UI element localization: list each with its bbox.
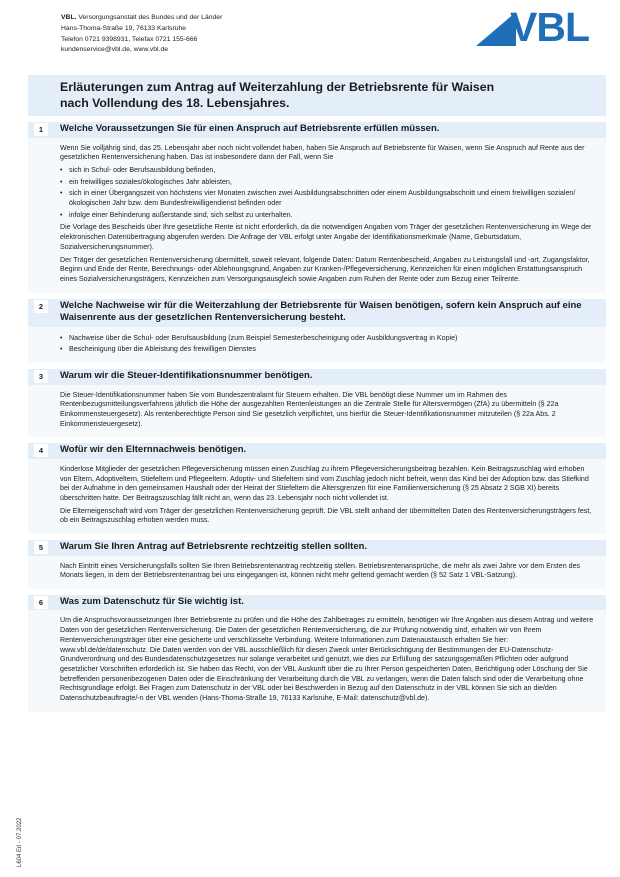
paragraph: Der Träger der gesetzlichen Rentenversicherung übermittelt, soweit relevant, folgende Daten: Datum Rentenbescheid, Angaben zu Leistungsfall und -art, Zugangsfaktor, Beginn und Ende der Rente, Berechnungs- oder Ablehnungsgrund, Angaben zur Kranken-/Pflegeversicherung, Kennzeichen für einen möglichen Erstattungsanspruch eines Sozialversicherungsträgers, Kennzeichen zum Versorgungsausgleich sowie Angaben zum Ruhen der Rente oder zum Bezug einer Teilrente. [60, 255, 590, 283]
paragraph: Nach Eintritt eines Versicherungsfalls sollten Sie Ihren Betriebsrentenantrag rechtzeitig stellen. Betriebsrentenansprüche, die mehr als zwei Jahre vor dem Ersten des Monats liegen, in dem der Betriebsrentenantrag bei uns eingegangen ist, können nicht mehr geltend gemacht werden (§ 52 Satz 1 VBL-Satzung). [60, 561, 581, 580]
section-1 [28, 122, 606, 293]
section-number: 3 [34, 370, 48, 383]
section-body [28, 610, 606, 711]
logo-wordmark: VBL [510, 4, 589, 50]
section-body [28, 459, 606, 534]
bullet-list [60, 334, 596, 355]
paragraph: Wenn Sie volljährig sind, das 25. Lebensjahr aber noch nicht vollendet haben, haben Sie Anspruch auf Betriebsrente für Waisen, wenn Sie Anspruch auf Rente aus der gesetzlichen Rentenversicherung haben. Das ist insbesondere dann der Fall, wenn Sie [60, 143, 585, 162]
section-6 [28, 595, 606, 712]
list-item: • Bescheinigung über die Ableistung des freiwilligen Dienstes [60, 345, 596, 355]
section-2 [28, 299, 606, 363]
section-number: 5 [34, 541, 48, 554]
section-heading: 2 Welche Nachweise wir für die Weiterzahlung der Betriebsrente für Waisen benötigen, sofern kein Anspruch auf eine Waisenrente aus der gesetzlichen Rentenversicherung besteht. [28, 299, 606, 327]
sections-container [28, 122, 606, 718]
list-item: • Nachweise über die Schul- oder Berufsausbildung (zum Beispiel Semesterbescheinigung oder Ausbildungsvertrag in Kopie) [60, 334, 596, 344]
section-number: 6 [34, 596, 48, 609]
sender-address [61, 13, 222, 56]
section-number: 1 [34, 123, 48, 136]
form-code: L604 Erl - 07.2022 [17, 817, 23, 867]
paragraph: Um die Anspruchsvoraussetzungen Ihrer Betriebsrente zu prüfen und die Höhe des Zahlbetrages zu ermitteln, benötigen wir Ihre Angaben aus diesem Antrag und weitere Daten von der gesetzlichen Rentenversicherung. Die Daten der gesetzlichen Rentenversicherung, die zur Prüfung notwendig sind, erhalten wir von Ihrem Rentenversicherungsträger über eine gesicherte und verschlüsselte Verbindung. Weitere Informationen zum Datenaustausch erhalten Sie hier: www.vbl.de/de/datenschutz. Die Daten werden von der VBL ausschließlich für diesen Zweck unter Berücksichtigung der Bestimmungen der EU-Datenschutz-Grundverordnung und des Bundesdatenschutzgesetzes nur solange verarbeitet und genutzt, wie dies zur Erfüllung der satzungsgemäßen Pflichten oder aufgrund gesetzlicher Vorschriften erforderlich ist. Sie haben das Recht, von der VBL Auskunft über die zu Ihrer Person gespeicherten Daten, Berichtigung oder Löschung der Sie betreffenden personenbezogenen Daten oder die Einschränkung der Verarbeitung durch die VBL zu verlangen, wenn die Daten falsch sind oder die Verarbeitung ohne Rechtsgrundlage erfolgt. Bei Fragen zum Datenschutz in der VBL oder bei Beschwerden in Bezug auf den Datenschutz in der VBL können Sie sich an die/den Datenschutzbeauftragte/-n der VBL wenden (Hans-Thoma-Straße 19, 76133 Karlsruhe, E-Mail: datenschutz@vbl.de). [60, 616, 594, 703]
section-heading: 6 Was zum Datenschutz für Sie wichtig ist. [28, 595, 606, 611]
section-heading: 3 Warum wir die Steuer-Identifikationsnummer benötigen. [28, 369, 606, 385]
list-item: • ein freiwilliges soziales/ökologisches Jahr ableisten, [60, 178, 596, 188]
section-body [28, 138, 606, 293]
paragraph: Die Vorlage des Bescheids über Ihre gesetzliche Rente ist nicht erforderlich, da die notwendigen Angaben vom Träger der gesetzlichen Rentenversicherung im Wege der elektronischen Datenübertragung abgerufen werden. Die Anfrage der VBL erfolgt unter Angabe der Identifikationsmerkmale (Name, Geburtsdatum, Sozialversicherungsnummer). [60, 223, 592, 251]
sender-street: Hans-Thoma-Straße 19, 76133 Karlsruhe [61, 24, 187, 32]
section-4 [28, 443, 606, 534]
section-body [28, 556, 606, 589]
section-heading: 4 Wofür wir den Elternnachweis benötigen. [28, 443, 606, 459]
list-item: • sich in Schul- oder Berufsausbildung befinden, [60, 166, 596, 176]
section-3 [28, 369, 606, 437]
sender-org: VBL. Versorgungsanstalt des Bundes und der Länder [61, 14, 223, 21]
section-5 [28, 540, 606, 589]
section-heading: 1 Welche Voraussetzungen Sie für einen Anspruch auf Betriebsrente erfüllen müssen. [28, 122, 606, 138]
section-number: 2 [34, 300, 48, 313]
document-title-box [28, 75, 606, 116]
list-item: • sich in einer Übergangszeit von höchstens vier Monaten zwischen zwei Ausbildungsabschnitten oder einem Ausbildungsabschnitt und einem freiwilligen sozialen/ökologischen Jahr bzw. dem Bundesfreiwilligendienst befinden oder [60, 189, 596, 208]
sender-phone: Telefon 0721 9398931, Telefax 0721 155-666 [61, 35, 198, 43]
document-title: Erläuterungen zum Antrag auf Weiterzahlung der Betriebsrente für Waisen nach Vollendung des 18. Lebensjahres. [60, 80, 495, 110]
sender-contact: kundenservice@vbl.de, www.vbl.de [61, 46, 169, 54]
section-heading: 5 Warum Sie Ihren Antrag auf Betriebsrente rechtzeitig stellen sollten. [28, 540, 606, 556]
bullet-list [60, 166, 596, 221]
vbl-logo [476, 4, 606, 50]
paragraph: Kinderlose Mitglieder der gesetzlichen Pflegeversicherung müssen einen Zuschlag zu ihrem Pflegeversicherungsbeitrag bezahlen. Kein Beitragszuschlag wird erhoben von Eltern, Adoptiveltern, Stiefeltern und Pflegeeltern. Adoptiv- und Stiefeltern sind vom Zuschlag jedoch nicht befreit, wenn das Kind bei der Adoption bzw. das Stiefkind bei der Aufnahme in den gemeinsamen Haushalt oder der Heirat der Stiefeltern die Altersgrenzen für eine Familienversicherung (§ 25 Absatz 2 SGB XI) bereits überschritten hatte. Der Beitragszuschlag fällt nicht an, wenn das 23. Lebensjahr noch nicht vollendet ist. [60, 464, 589, 502]
section-number: 4 [34, 444, 48, 457]
section-body [28, 385, 606, 438]
paragraph: Die Steuer-Identifikationsnummer haben Sie vom Bundeszentralamt für Steuern erhalten. Die VBL benötigt diese Nummer um im Rahmen des Rentenbezugsmitteilungsverfahrens jährlich die Höhe der ausgezahlten Rentenleistungen an die Zentrale Stelle für Altersvermögen (ZfA) zu übermitteln (§ 22a Einkommensteuergesetz). Als rentenberechtigte Person sind Sie gesetzlich verpflichtet, uns hierfür die Steuer-Identifikationsnummer mitzuteilen (§ 22a Abs. 2 Einkommensteuergesetz). [60, 390, 559, 428]
section-body [28, 327, 606, 363]
paragraph: Die Elterneigenschaft wird vom Träger der gesetzlichen Rentenversicherung geprüft. Die VBL stellt anhand der übermittelten Daten des Rentenversicherungsträgers fest, ob ein Beitragszuschlag erhoben werden muss. [60, 506, 592, 525]
list-item: • infolge einer Behinderung außerstande sind, sich selbst zu unterhalten. [60, 211, 596, 221]
